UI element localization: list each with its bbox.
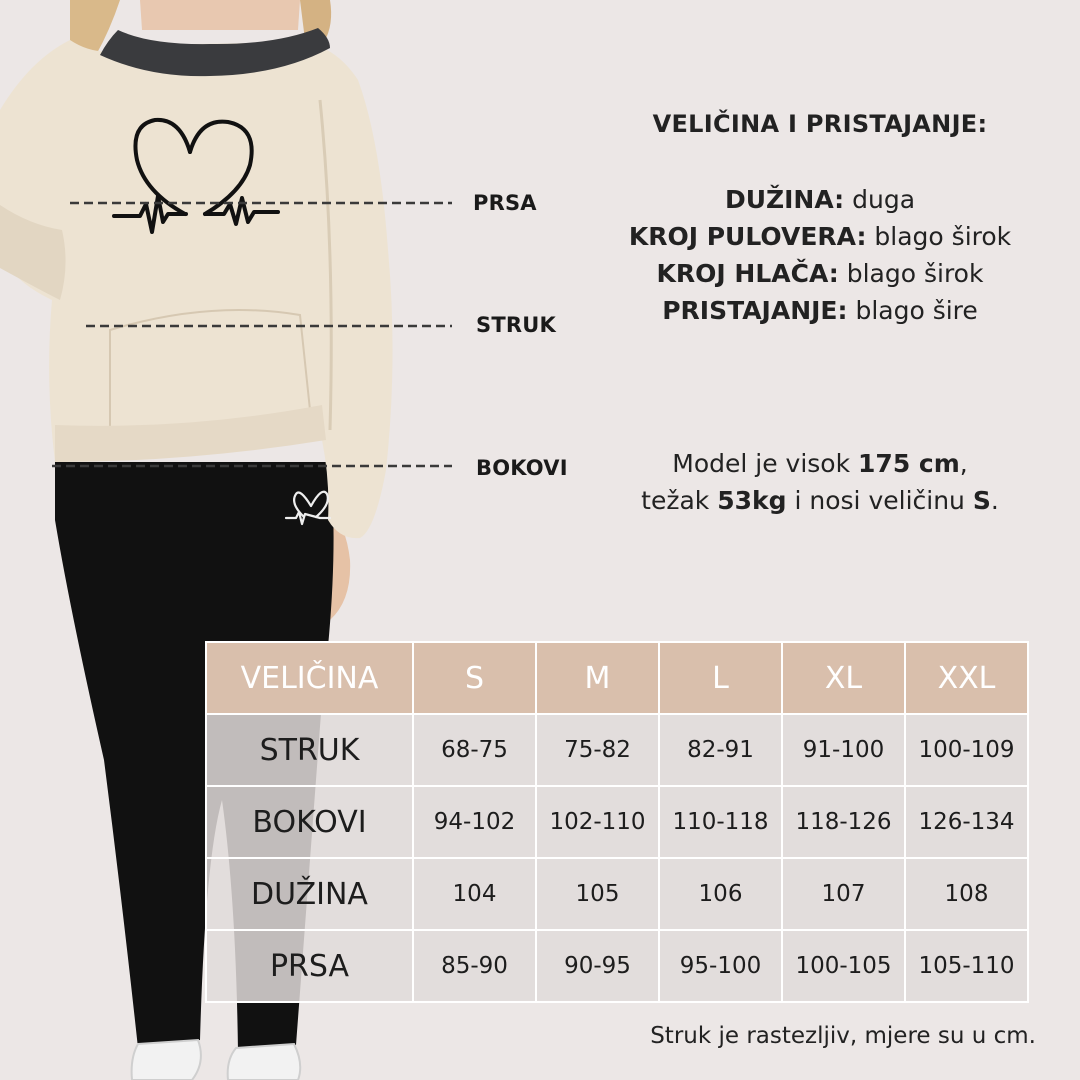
size-header-xxl: XXL (905, 642, 1028, 714)
left-shoe (132, 1040, 201, 1080)
table-cell: 68-75 (413, 714, 536, 786)
chest-label: PRSA (473, 191, 537, 215)
right-shoe (228, 1044, 301, 1080)
model-height-line (590, 445, 1050, 482)
size-header-m: M (536, 642, 659, 714)
hips-label: BOKOVI (476, 456, 568, 480)
model-weight: 53kg (717, 486, 787, 515)
row-label-waist: STRUK (206, 714, 413, 786)
model-height: 175 cm (858, 449, 960, 478)
neck (140, 0, 300, 30)
length-line (590, 181, 1050, 218)
fit-details (590, 181, 1050, 329)
size-header-s: S (413, 642, 536, 714)
row-label-hips: BOKOVI (206, 786, 413, 858)
table-cell: 104 (413, 858, 536, 930)
table-cell: 90-95 (536, 930, 659, 1002)
fit-title: VELIČINA I PRISTAJANJE: (652, 110, 988, 138)
table-cell: 100-105 (782, 930, 905, 1002)
table-cell: 110-118 (659, 786, 782, 858)
fit-value: blago šire (855, 296, 978, 325)
model-size: S (972, 486, 991, 515)
fit-line (590, 292, 1050, 329)
footnote: Struk je rastezljiv, mjere su u cm. (650, 1023, 1036, 1049)
table-cell: 85-90 (413, 930, 536, 1002)
table-row-chest (206, 930, 1028, 1002)
table-cell: 107 (782, 858, 905, 930)
table-cell: 82-91 (659, 714, 782, 786)
table-cell: 95-100 (659, 930, 782, 1002)
pants-fit-label: KROJ HLAČA: (656, 259, 839, 288)
table-row-hips (206, 786, 1028, 858)
waist-label: STRUK (476, 313, 556, 337)
size-header-l: L (659, 642, 782, 714)
row-label-length: DUŽINA (206, 858, 413, 930)
length-value: duga (852, 185, 916, 214)
length-label: DUŽINA: (724, 185, 845, 214)
model-weight-prefix: težak (641, 486, 710, 515)
size-header-label: VELIČINA (206, 642, 413, 714)
table-cell: 75-82 (536, 714, 659, 786)
table-cell: 91-100 (782, 714, 905, 786)
pants-fit-line (590, 255, 1050, 292)
sweater-fit-line (590, 218, 1050, 255)
size-header-row (206, 642, 1028, 714)
size-table (205, 641, 1029, 1003)
model-info (590, 445, 1050, 519)
model-prefix: Model je visok (672, 449, 851, 478)
table-cell: 106 (659, 858, 782, 930)
table-cell: 126-134 (905, 786, 1028, 858)
sweater-fit-value: blago širok (874, 222, 1012, 251)
table-cell: 102-110 (536, 786, 659, 858)
model-size-prefix: i nosi veličinu (794, 486, 965, 515)
table-cell: 105 (536, 858, 659, 930)
table-row-length (206, 858, 1028, 930)
table-cell: 100-109 (905, 714, 1028, 786)
table-cell: 108 (905, 858, 1028, 930)
table-cell: 94-102 (413, 786, 536, 858)
fit-label: PRISTAJANJE: (662, 296, 848, 325)
table-cell: 105-110 (905, 930, 1028, 1002)
pants-fit-value: blago širok (846, 259, 984, 288)
sweater-fit-label: KROJ PULOVERA: (628, 222, 867, 251)
table-cell: 118-126 (782, 786, 905, 858)
model-period: . (990, 486, 999, 515)
table-row-waist (206, 714, 1028, 786)
model-weight-line (590, 482, 1050, 519)
model-comma: , (959, 449, 968, 478)
row-label-chest: PRSA (206, 930, 413, 1002)
size-header-xl: XL (782, 642, 905, 714)
